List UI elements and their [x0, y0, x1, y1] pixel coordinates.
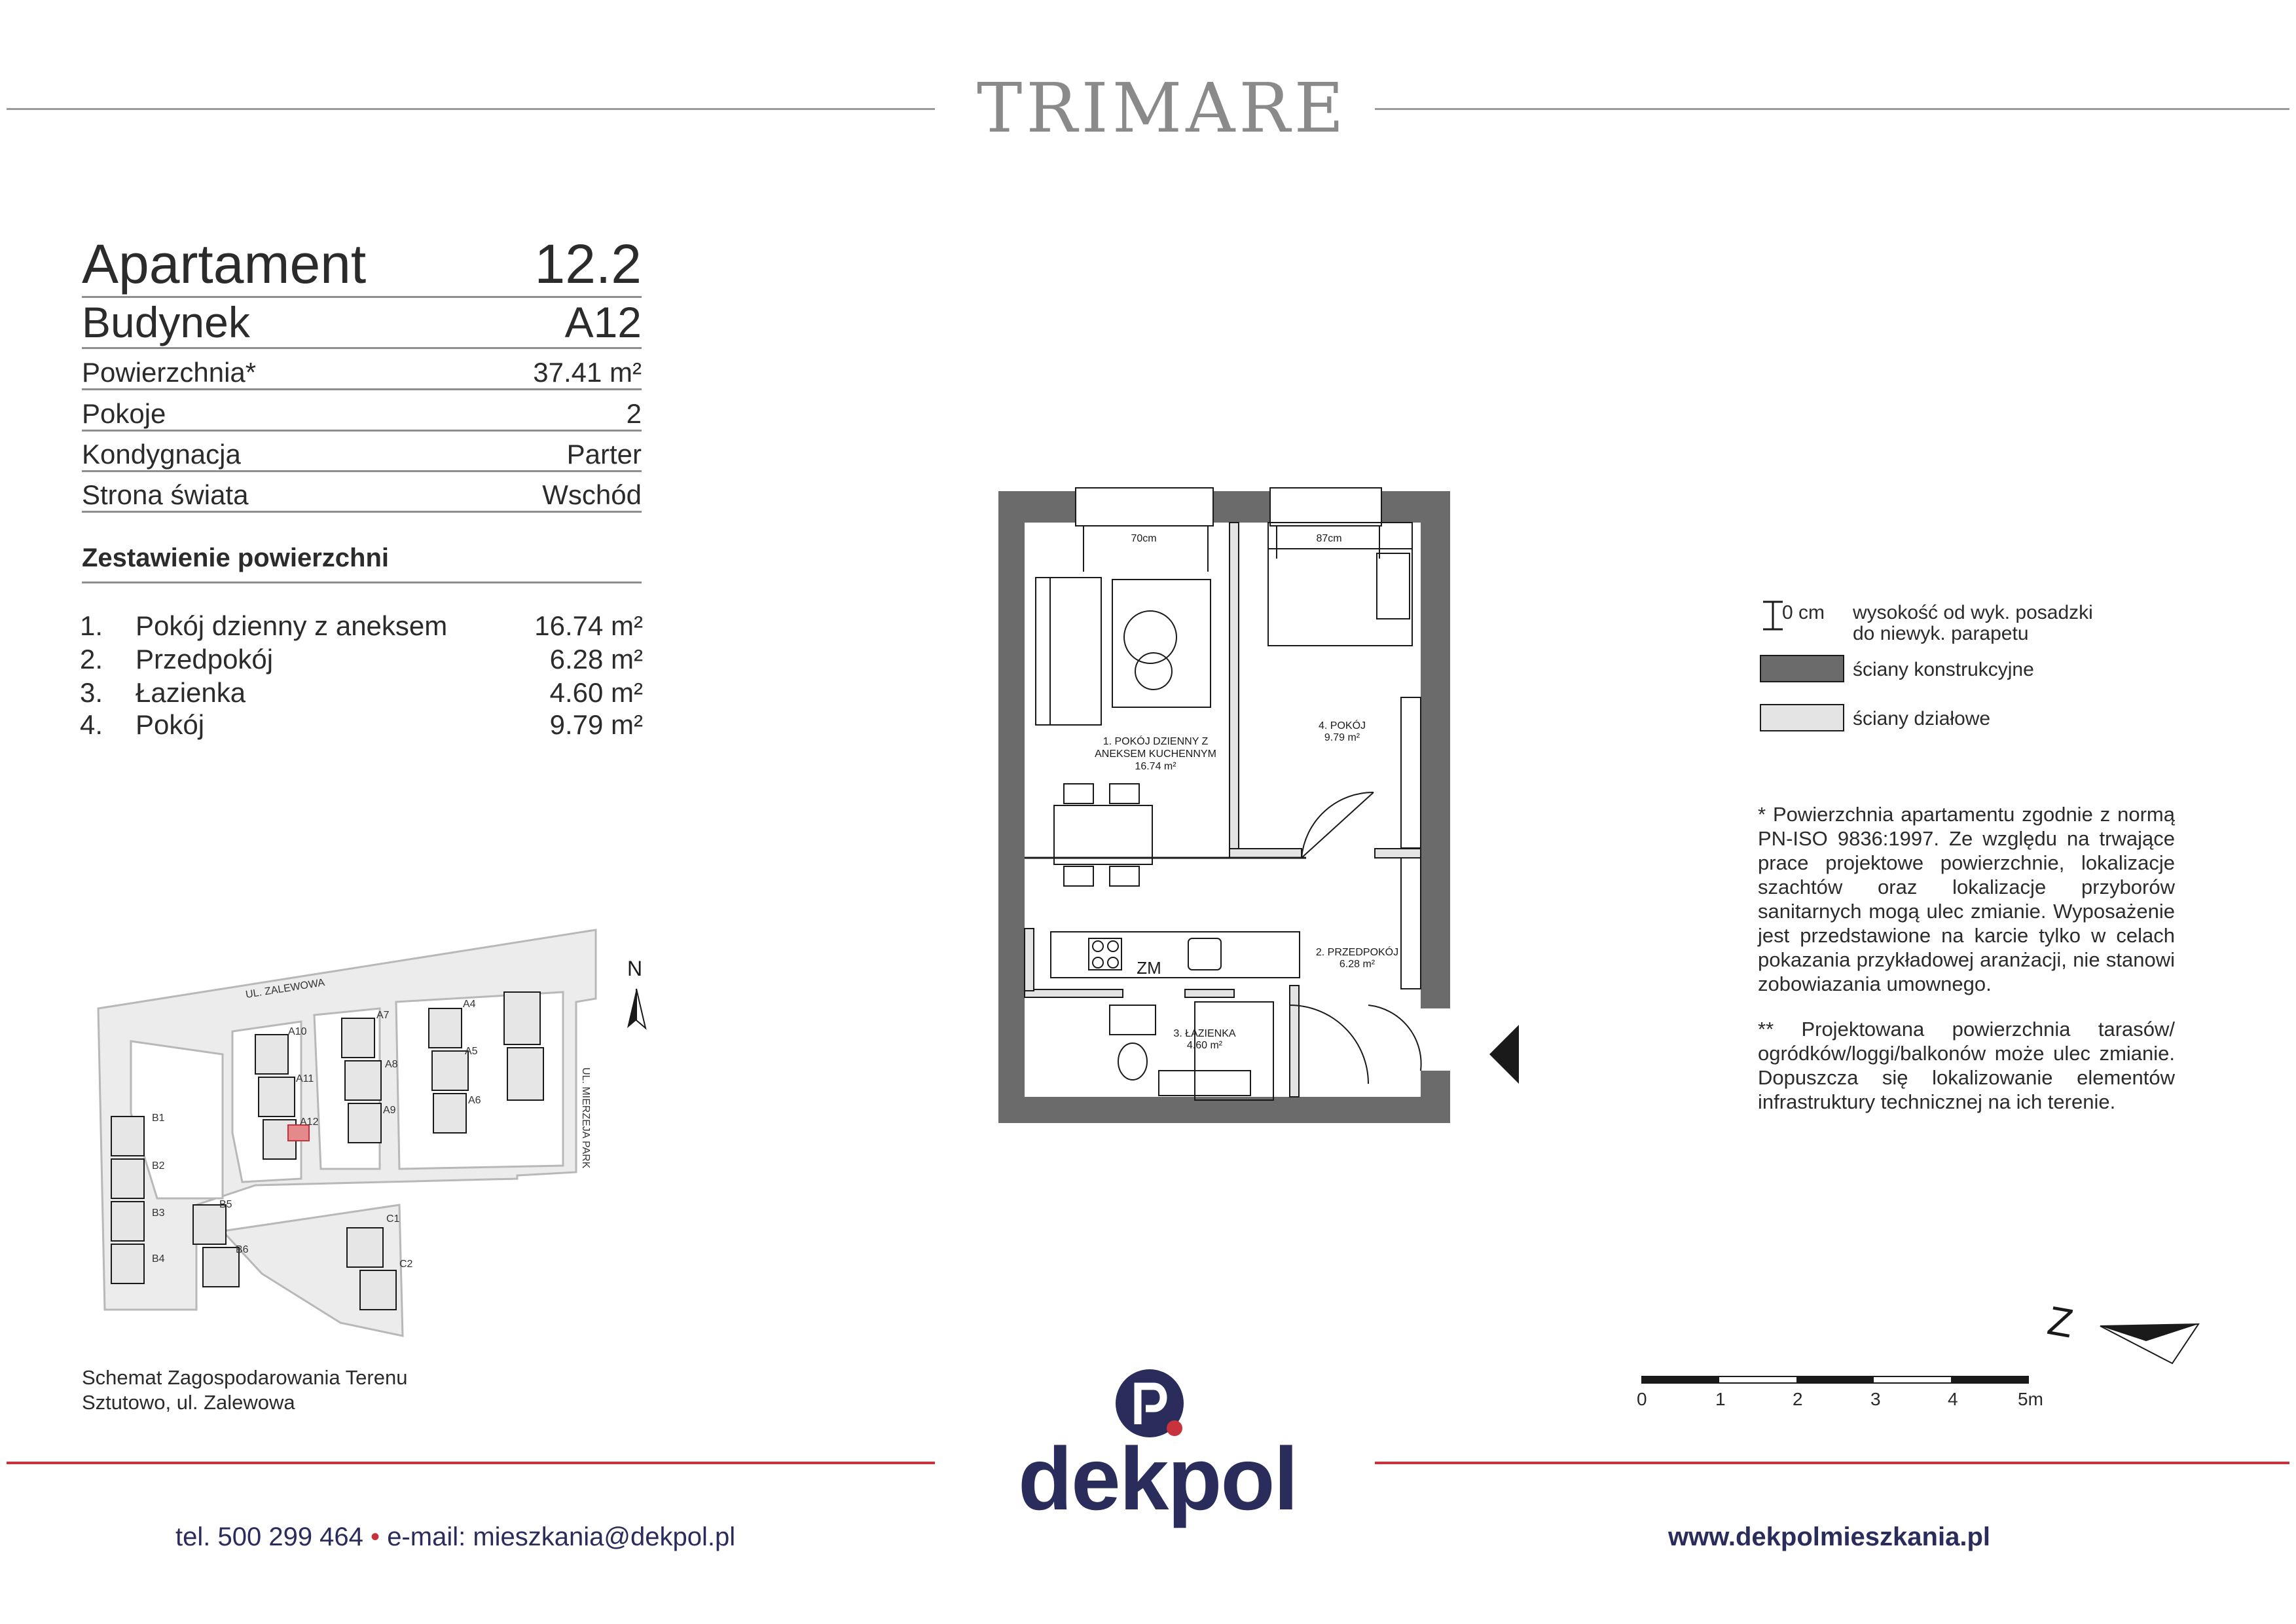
window-height-label: 70cm: [1131, 533, 1157, 544]
header-rule-left: [7, 108, 935, 110]
window-height-label: 87cm: [1316, 533, 1342, 544]
structural-wall-swatch: [1760, 655, 1844, 682]
room-number: 1.: [80, 610, 103, 641]
notes: [1758, 802, 2175, 1135]
building-label: A12: [300, 1116, 319, 1128]
rooms-row: [82, 390, 642, 432]
room-number: 3.: [80, 677, 103, 708]
building-label: B2: [152, 1160, 165, 1172]
scale-tick: 4: [1948, 1389, 1958, 1409]
building-label: A10: [288, 1026, 307, 1037]
room-area: 9.79 m²: [549, 709, 643, 740]
floor-row: [82, 431, 642, 472]
site-plan: [92, 917, 668, 1336]
note-2: ** Projektowana powierzchnia tarasów/ ogródków/loggi/balkonów może ulec zmianie. Dopuszcza się lokalizowanie elementów infrastruktury technicznej na ich terenie.: [1758, 1018, 2175, 1113]
building-label: A9: [383, 1105, 396, 1116]
summary-row: [80, 610, 643, 642]
room-label: 2. PRZEDPOKÓJ: [1315, 947, 1399, 958]
room-area-label: 6.28 m²: [1339, 959, 1376, 970]
room-area-label: 9.79 m²: [1324, 732, 1360, 743]
scale-tick: 2: [1793, 1389, 1803, 1409]
apartment-number: 12.2: [534, 233, 642, 295]
area-label: Powierzchnia*: [82, 357, 257, 388]
summary-row: [80, 644, 643, 675]
summary-row: [80, 677, 643, 709]
building-label: Budynek: [82, 298, 250, 346]
orientation-value: Wschód: [542, 479, 642, 510]
dekpol-logo-text: dekpol: [1018, 1429, 1298, 1528]
building-label: A4: [463, 999, 476, 1010]
building-label: B1: [152, 1113, 165, 1124]
building-row: [82, 296, 642, 349]
phone-link[interactable]: tel. 500 299 464: [175, 1522, 363, 1551]
room-label: 3. ŁAZIENKA: [1173, 1028, 1236, 1039]
apartment-label: Apartament: [82, 233, 367, 295]
room-name: Przedpokój: [136, 644, 274, 674]
room-area-label: 16.74 m²: [1135, 761, 1176, 772]
scale-tick: 0: [1637, 1389, 1647, 1409]
room-name: Pokój dzienny z aneksem: [136, 610, 448, 641]
building-label: B6: [236, 1244, 249, 1255]
brand-name: TRIMARE: [977, 68, 1348, 148]
height-desc-1: wysokość od wyk. posadzki: [1853, 602, 2093, 623]
area-row: [82, 349, 642, 390]
building-label: B4: [152, 1253, 165, 1264]
north-arrow-icon: [627, 957, 646, 1028]
street-label: UL. ZALEWOWA: [244, 977, 326, 1001]
room-number: 4.: [80, 709, 103, 740]
rooms-value: 2: [626, 398, 642, 429]
room-label: 4. POKÓJ: [1318, 720, 1366, 731]
room-label: ANEKSEM KUCHENNYM: [1095, 748, 1216, 760]
site-plan-caption-2: Sztutowo, ul. Zalewowa: [82, 1391, 295, 1414]
area-value: 37.41 m²: [533, 357, 642, 388]
website-link[interactable]: www.dekpolmieszkania.pl: [1668, 1522, 1990, 1551]
orientation-row: [82, 471, 642, 513]
summary-rule: [82, 581, 642, 583]
structural-wall-label: ściany konstrukcyjne: [1853, 659, 2034, 680]
building-label: A8: [385, 1059, 398, 1070]
orientation-label: Strona świata: [82, 479, 249, 510]
street-label: UL. MIERZEJA PARK: [580, 1067, 591, 1169]
room-area: 4.60 m²: [549, 677, 643, 708]
svg-text:N: N: [627, 957, 643, 980]
height-value: 0 cm: [1782, 602, 1825, 623]
email-link[interactable]: e-mail: mieszkania@dekpol.pl: [387, 1522, 736, 1551]
building-label: C1: [386, 1213, 400, 1225]
room-area: 16.74 m²: [534, 610, 643, 641]
room-number: 2.: [80, 644, 103, 674]
building-label: B3: [152, 1208, 165, 1219]
footer-rule-right: [1375, 1462, 2289, 1464]
floor-label: Kondygnacja: [82, 439, 241, 470]
building-label: B5: [219, 1199, 232, 1210]
entrance-arrow-icon: [1489, 1025, 1519, 1084]
contact-info: [175, 1522, 735, 1552]
floor-plan: [998, 481, 1457, 1123]
building-label: A6: [468, 1095, 481, 1106]
building-label: A5: [465, 1046, 478, 1057]
note-1: * Powierzchnia apartamentu zgodnie z normą PN-ISO 9836:1997. Ze względu na trwające prace projektowe powierzchnie, lokalizacje szachtów oraz lokalizacje przyborów sanitarnych mogą ulec zmianie. Wyposażenie jest przedstawione na karcie tylko w celach pokazania przykładowej aranżacji, nie stanowi zobowiazania umownego.: [1758, 803, 2175, 995]
height-desc-2: do niewyk. parapetu: [1853, 623, 2029, 644]
separator-dot: •: [371, 1522, 380, 1551]
summary-title: Zestawienie powierzchni: [82, 544, 390, 572]
summary-row: [80, 709, 643, 741]
building-value: A12: [564, 298, 642, 346]
partition-wall-swatch: [1760, 704, 1844, 731]
apartment-title-row: [82, 225, 642, 298]
compass-icon: [2044, 1298, 2205, 1369]
floor-value: Parter: [566, 439, 642, 470]
brand-logo: [969, 68, 1348, 148]
building-label: A11: [296, 1073, 314, 1084]
scale-tick: 1: [1715, 1389, 1726, 1409]
building-label: A7: [376, 1010, 390, 1021]
scale-tick: 3: [1870, 1389, 1881, 1409]
room-name: Pokój: [136, 709, 205, 740]
room-area-label: 4.60 m²: [1186, 1040, 1223, 1051]
zm-label: ZM: [1137, 958, 1161, 978]
scale-tick: 5m: [2018, 1389, 2043, 1409]
scale-bar: [1642, 1375, 2035, 1384]
room-label: 1. POKÓJ DZIENNY Z: [1102, 736, 1209, 747]
room-area: 6.28 m²: [549, 644, 643, 674]
svg-text:Z: Z: [2044, 1298, 2077, 1347]
site-plan-caption-1: Schemat Zagospodarowania Terenu: [82, 1366, 408, 1389]
footer-rule-left: [7, 1462, 935, 1464]
room-name: Łazienka: [136, 677, 246, 708]
building-label: C2: [399, 1259, 413, 1270]
rooms-label: Pokoje: [82, 398, 166, 429]
partition-wall-label: ściany działowe: [1853, 708, 1991, 729]
header-rule-right: [1375, 108, 2289, 110]
